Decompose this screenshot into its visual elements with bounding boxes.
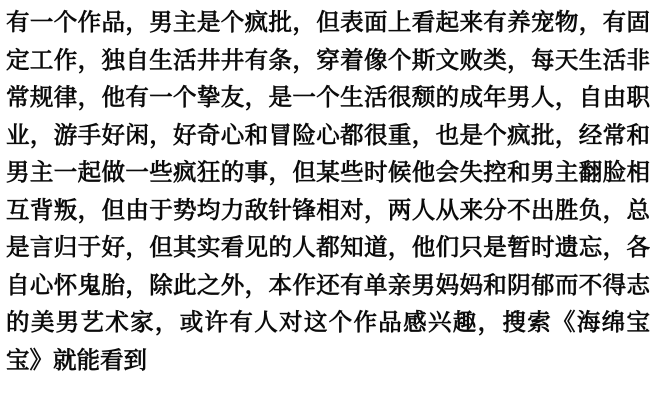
document-body-text: 有一个作品，男主是个疯批，但表面上看起来有养宠物，有固定工作，独自生活井井有条，穿着像个斯文败类，每天生活非常规律，他有一个挚友，是一个生活很颓的成年男人，自由职业，游手好闲，好奇心和冒险心都很重，也是个疯批，经常和男主一起做一些疯狂的事，但某些时候他会失控和男主翻脸相互背叛，但由于势均力敌针锋相对，两人从来分不出胜负，总是言归于好，但其实看见的人都知道，他们只是暂时遗忘，各自心怀鬼胎，除此之外，本作还有单亲男妈妈和阴郁而不得志的美男艺术家，或许有人对这个作品感兴趣，搜索《海绵宝宝》就能看到 <box>6 8 650 374</box>
